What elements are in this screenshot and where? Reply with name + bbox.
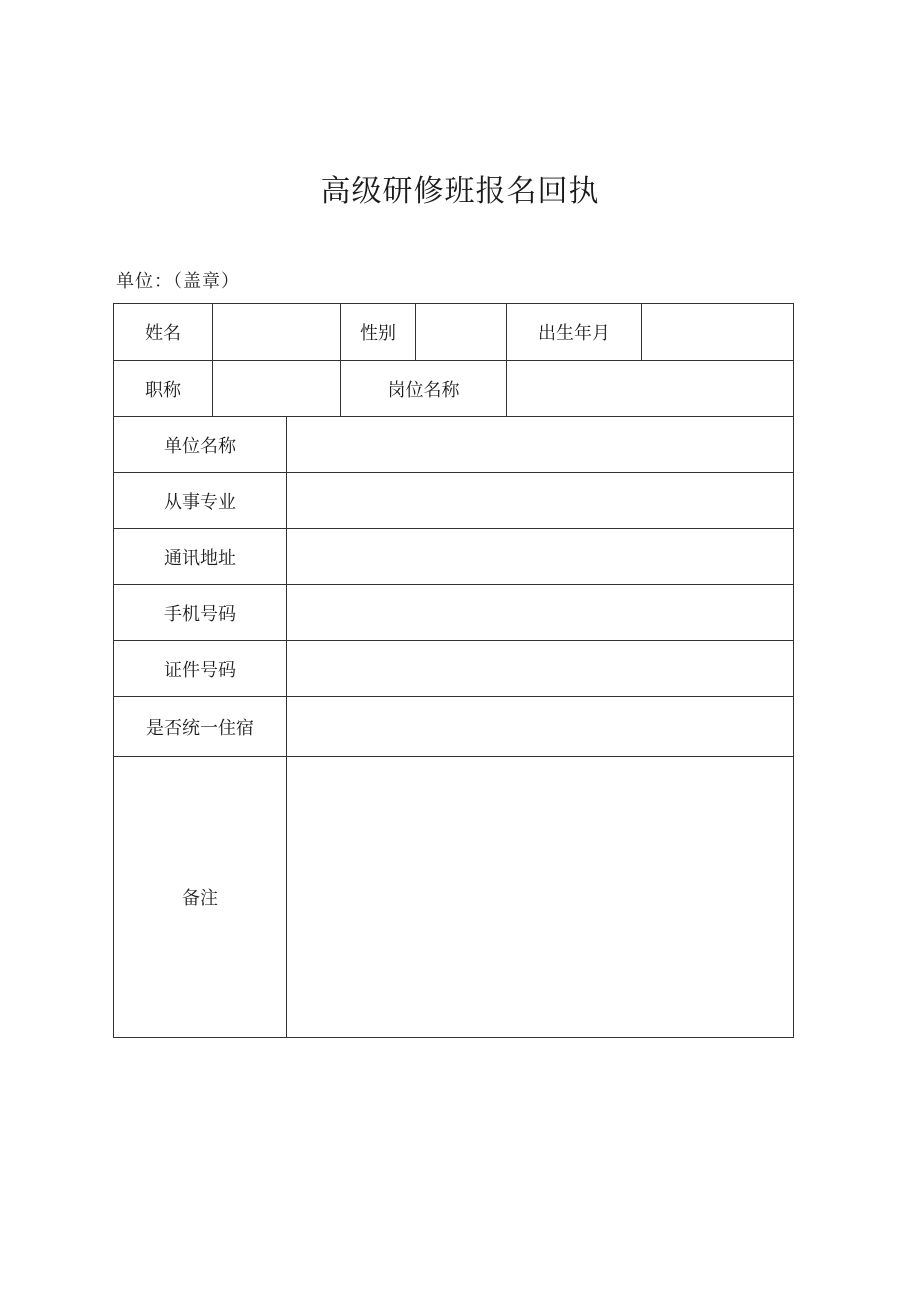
name-field[interactable] — [213, 304, 341, 361]
unit-stamp-line: 单位：（盖章） — [116, 271, 240, 292]
gender-field[interactable] — [416, 304, 507, 361]
address-label: 通讯地址 — [114, 529, 287, 585]
name-label: 姓名 — [114, 304, 213, 361]
birth-date-label: 出生年月 — [507, 304, 642, 361]
lodging-field[interactable] — [287, 697, 794, 757]
birth-date-field[interactable] — [642, 304, 794, 361]
job-title-label: 职称 — [114, 361, 213, 417]
registration-form-table — [113, 303, 794, 1038]
id-number-label: 证件号码 — [114, 641, 287, 697]
table-row — [114, 697, 794, 757]
remarks-label: 备注 — [114, 757, 287, 1038]
mobile-label: 手机号码 — [114, 585, 287, 641]
org-name-field[interactable] — [287, 417, 794, 473]
table-row — [114, 641, 794, 697]
table-row — [114, 529, 794, 585]
table-row — [114, 757, 794, 1038]
org-name-label: 单位名称 — [114, 417, 287, 473]
page-title: 高级研修班报名回执 — [320, 174, 600, 209]
table-row — [114, 304, 794, 361]
position-field[interactable] — [507, 361, 794, 417]
lodging-label: 是否统一住宿 — [114, 697, 287, 757]
mobile-field[interactable] — [287, 585, 794, 641]
position-label: 岗位名称 — [341, 361, 507, 417]
table-row — [114, 417, 794, 473]
table-row — [114, 585, 794, 641]
id-number-field[interactable] — [287, 641, 794, 697]
major-label: 从事专业 — [114, 473, 287, 529]
table-row — [114, 361, 794, 417]
table-row — [114, 473, 794, 529]
address-field[interactable] — [287, 529, 794, 585]
major-field[interactable] — [287, 473, 794, 529]
gender-label: 性别 — [341, 304, 416, 361]
remarks-field[interactable] — [287, 757, 794, 1038]
job-title-field[interactable] — [213, 361, 341, 417]
